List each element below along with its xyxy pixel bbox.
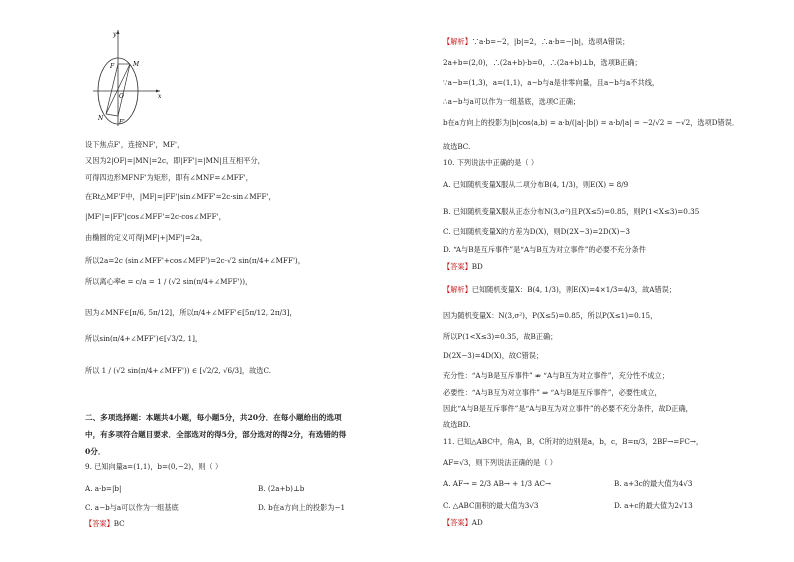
origin-label: O	[119, 93, 124, 100]
q10-answer	[443, 262, 483, 271]
analysis-line-13: 因此“A与B是互斥事件”是“A与B互为对立事件”的必要不充分条件，故D正确，	[443, 404, 693, 413]
analysis-line-2: 2a+b=(2,0)，∴(2a+b)·b=0，∴(2a+b)⊥b，选项B正确；	[443, 58, 642, 67]
q11-stem: 11. 已知△ABC中，角A，B，C所对的边别是a，b，c，B=π/3，2BF→=FC→，	[443, 437, 704, 446]
left-line-10: 所以sin(π/4+∠MFF')∈[√3/2, 1]，	[85, 334, 203, 343]
analysis-line-11: 充分性：“A与B是互斥事件” ⇏ “A与B互为对立事件”，充分性不成立；	[443, 371, 669, 380]
answer-tag: 【答案】	[443, 262, 472, 271]
q9-option-c: C. a−b与a可以作为一组基底	[85, 503, 179, 512]
q10-stem: 10. 下列说法中正确的是（ ）	[443, 158, 539, 167]
analysis-line-14: 故选BD.	[443, 420, 471, 429]
q11-option-d: D. a+c的最大值为2√13	[614, 501, 693, 510]
q10-option-d: D. “A与B是互斥事件”是“A与B互为对立事件”的必要不充分条件	[443, 245, 646, 254]
left-line-3: 可得四边形MFNF'为矩形，即有∠MNF=∠MFF'，	[85, 173, 253, 182]
section-heading-line-3: 0分．	[85, 447, 106, 456]
left-line-8: 所以离心率e = c/a = 1 / (√2 sin(π/4+∠MFF'))，	[85, 277, 253, 286]
analysis-line-12: 必要性：“A与B互为对立事件” ⇒ “A与B是互斥事件”，必要性成立，	[443, 388, 662, 397]
point-f-label: F	[110, 63, 115, 70]
q11-stem-2: AF=√3，则下列说法正确的是（ ）	[443, 458, 557, 467]
answer-value: BC	[113, 519, 125, 528]
point-n-label: N	[98, 115, 104, 122]
left-line-5: |MF'|=|FF'|cos∠MFF'=2c·cos∠MFF'，	[85, 212, 226, 221]
q9-answer	[85, 519, 125, 528]
q9-option-b: B. (2a+b)⊥b	[258, 484, 305, 493]
analysis-line-6: 故选BC.	[443, 142, 471, 151]
q10-option-a: A. 已知随机变量X服从二项分布B(4, 1/3)，则E(X) = 8/9	[443, 180, 629, 189]
left-line-9: 因为∠MNF∈[π/6, 5π/12]，所以π/4+∠MFF'∈[5π/12, 2π/3]，	[85, 308, 297, 317]
analysis-line-8: 因为随机变量X：N(3,σ²)，P(X≤5)=0.85，所以P(X≤1)=0.15，	[443, 311, 658, 320]
q11-option-a: A. AF→ = 2/3 AB→ + 1/3 AC→	[443, 479, 552, 488]
answer-tag: 【答案】	[443, 518, 472, 527]
point-f2-label: F'	[119, 119, 125, 126]
analysis-line-7	[443, 285, 676, 294]
axis-y-label: y	[113, 31, 117, 38]
left-line-11: 所以 1 / (√2 sin(π/4+∠MFF')) ∈ [√2/2, √6/3]，故选C.	[85, 366, 272, 375]
analysis-line-4: ∴a−b与a可以作为一组基底，选项C正确；	[443, 97, 581, 106]
section-heading-line-1: 二、多项选择题：本题共4小题，每小题5分，共20分．在每小题给出的选项	[85, 413, 342, 422]
left-line-2: 又因为2|OF|=|MN|=2c，即|FF'|=|MN|且互相平分，	[85, 156, 265, 165]
analysis-line-10: D(2X−3)=4D(X)，故C错误；	[443, 351, 544, 360]
ellipse-figure	[88, 28, 168, 128]
q10-option-c: C. 已知随机变量X的方差为D(X)，则D(2X−3)=2D(X)−3	[443, 227, 631, 236]
analysis-tag: 【解析】	[443, 37, 472, 46]
axis-x-label: x	[158, 93, 162, 100]
left-line-1: 设下焦点F'，连接NF'，MF'，	[85, 140, 185, 149]
analysis-line-3: ∵a−b=(1,3)，a=(1,1)，a−b与a是非零向量，且a−b与a不共线，	[443, 78, 660, 87]
q11-answer	[443, 518, 483, 527]
analysis-line-5: b在a方向上的投影为|b|cos⟨a,b⟩ = a·b/(|a|·|b|) = a·b/|a| = −2/√2 = −√2，选项D错误．	[443, 118, 740, 127]
left-line-4: 在Rt△MF'F中，|MF|=|FF'|sin∠MFF'=2c·sin∠MFF'，	[85, 192, 276, 201]
analysis-tag: 【解析】	[443, 285, 472, 294]
analysis-text: 已知随机变量X：B(4, 1/3)，则E(X)=4×1/3=4/3，故A错误；	[471, 285, 677, 294]
analysis-line-9: 所以P(1<X≤3)=0.35，故B正确；	[443, 332, 558, 341]
point-m-label: M	[133, 61, 140, 68]
q9-option-a: A. a·b=|b|	[85, 484, 122, 493]
q10-option-b: B. 已知随机变量X服从正态分布N(3,σ²)且P(X≤5)=0.85，则P(1<X≤3)=0.35	[443, 207, 700, 216]
answer-value: AD	[471, 518, 483, 527]
answer-value: BD	[471, 262, 483, 271]
q11-option-b: B. a+3c的最大值为4√3	[614, 479, 693, 488]
section-heading-line-2: 中，有多项符合题目要求．全部选对的得5分，部分选对的得2分，有选错的得	[85, 430, 347, 439]
left-line-6: 由椭圆的定义可得|MF|+|MF'|=2a，	[85, 233, 207, 242]
analysis-text: ∵a·b=−2，|b|=2，∴a·b=−|b|，选项A错误；	[471, 37, 630, 46]
answer-tag: 【答案】	[85, 519, 114, 528]
q9-option-d: D. b在a方向上的投影为−1	[258, 503, 346, 512]
q11-option-c: C. △ABC面积的最大值为3√3	[443, 501, 539, 510]
q9-stem: 9. 已知向量a=(1,1)，b=(0,−2)，则（ ）	[85, 462, 223, 471]
analysis-line-1	[443, 37, 629, 46]
left-line-7: 所以2a=2c (sin∠MFF'+cos∠MFF')=2c·√2 sin(π/4+∠MFF')，	[85, 256, 305, 265]
